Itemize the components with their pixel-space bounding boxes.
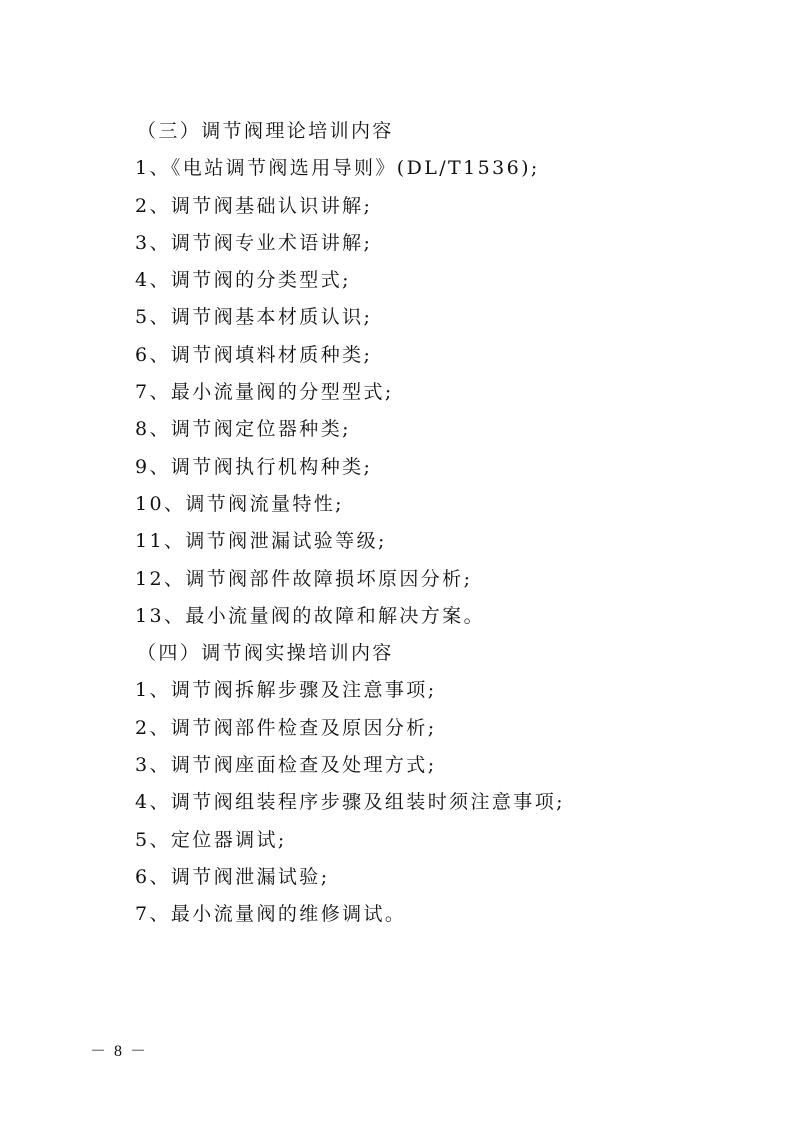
list-item: 4、调节阀的分类型式;	[135, 269, 351, 292]
page-number: － 8 －	[90, 1043, 149, 1060]
list-item: 11、调节阀泄漏试验等级;	[135, 530, 387, 553]
list-item: 10、调节阀流量特性;	[135, 492, 344, 515]
list-item: 4、调节阀组装程序步骤及组装时须注意事项;	[135, 791, 565, 814]
list-item: 7、最小流量阀的分型型式;	[135, 381, 394, 404]
list-item: 2、调节阀部件检查及原因分析;	[135, 716, 437, 739]
section-heading-theory: （三）调节阀理论培训内容	[137, 120, 394, 142]
list-item: 1、《电站调节阀选用导则》(DL/T1536);	[135, 157, 540, 180]
list-item: 5、定位器调试;	[135, 828, 287, 851]
list-item: 6、调节阀泄漏试验;	[135, 865, 330, 888]
list-item: 8、调节阀定位器种类;	[135, 418, 351, 441]
list-item: 1、调节阀拆解步骤及注意事项;	[135, 679, 437, 702]
list-item: 13、最小流量阀的故障和解决方案。	[135, 604, 485, 627]
list-item: 12、调节阀部件故障损坏原因分析;	[135, 567, 473, 590]
list-item: 3、调节阀座面检查及处理方式;	[135, 754, 437, 777]
list-item: 7、最小流量阀的维修调试。	[135, 903, 407, 926]
list-item: 6、调节阀填料材质种类;	[135, 343, 373, 366]
list-item: 2、调节阀基础认识讲解;	[135, 194, 373, 217]
section-heading-practice: （四）调节阀实操培训内容	[137, 642, 394, 665]
list-item: 5、调节阀基本材质认识;	[135, 306, 373, 329]
list-item: 9、调节阀执行机构种类;	[135, 455, 373, 478]
document-body	[135, 113, 755, 934]
list-item: 3、调节阀专业术语讲解;	[135, 231, 373, 254]
